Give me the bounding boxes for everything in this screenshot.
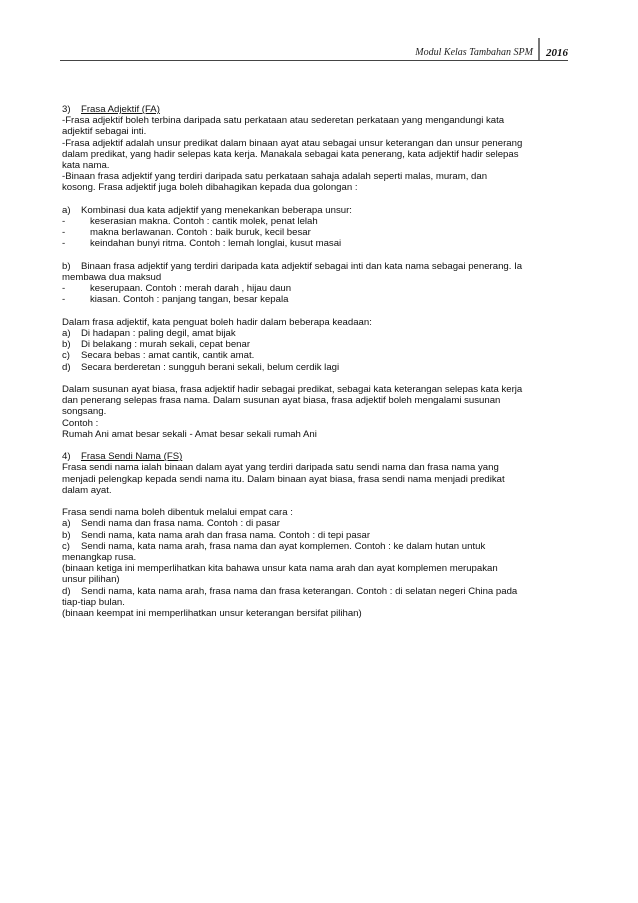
header-year: 2016 [546,47,568,59]
list-item-text: keserasian makna. Contoh : cantik molek, penat lelah [90,216,318,228]
paragraph-line: -Frasa adjektif adalah unsur predikat dalam binaan ayat atau sebagai unsur keterangan dan unsur penerang [62,137,523,149]
list-marker: a) [62,328,71,340]
list-item-text: keindahan bunyi ritma. Contoh : lemah longlai, kusut masai [90,238,342,250]
list-item-text: Sendi nama dan frasa nama. Contoh : di pasar [81,518,280,530]
list-item [62,238,572,249]
list-marker: a) [62,204,71,216]
paragraph-line: Rumah Ani amat besar sekali - Amat besar sekali rumah Ani [62,428,317,440]
list-item-text: makna berlawanan. Contoh : baik buruk, kecil besar [90,227,311,239]
spacer [62,440,572,451]
paragraph-line: songsang. [62,406,107,418]
list-item [62,350,572,361]
list-dash: - [62,283,66,295]
paragraph-line: membawa dua maksud [62,272,162,284]
list-item [62,328,572,339]
document-body [62,104,572,619]
list-heading [62,261,572,272]
spacer [62,194,572,205]
paragraph-line: Dalam frasa adjektif, kata penguat boleh hadir dalam beberapa keadaan: [62,316,372,328]
paragraph-line: unsur pilihan) [62,574,120,586]
list-heading-text: Binaan frasa adjektif yang terdiri daripada kata adjektif sebagai inti dan kata nama sebagai penerang. Ia [81,260,523,272]
spacer [62,306,572,317]
list-item-text: Di belakang : murah sekali, cepat benar [81,339,251,351]
list-item [62,283,572,294]
section-number: 4) [62,451,71,463]
list-marker: b) [62,339,71,351]
section-heading [62,451,572,462]
section-title: Frasa Sendi Nama (FS) [81,451,183,463]
page-header [415,38,568,60]
list-item [62,586,572,597]
list-item-text: Secara bebas : amat cantik, cantik amat. [81,350,255,362]
header-title: Modul Kelas Tambahan SPM [415,47,533,58]
paragraph-line: -Frasa adjektif boleh terbina daripada satu perkataan atau sederetan perkataan yang mengandungi kata [62,115,505,127]
list-item-text: Sendi nama, kata nama arah, frasa nama dan frasa keterangan. Contoh : di selatan negeri China pada [81,585,518,597]
list-item [62,362,572,373]
paragraph-line: adjektif sebagai inti. [62,126,147,138]
header-rule [60,60,568,61]
spacer [62,373,572,384]
list-item [62,339,572,350]
list-marker: c) [62,350,70,362]
spacer [62,250,572,261]
spacer [62,496,572,507]
list-marker: d) [62,361,71,373]
list-dash: - [62,294,66,306]
paragraph-line: -Binaan frasa adjektif yang terdiri daripada satu perkataan sahaja adalah seperti malas, muram, dan [62,171,488,183]
list-dash: - [62,227,66,239]
paragraph-line: dalam ayat. [62,484,112,496]
paragraph-line: kata nama. [62,160,110,172]
list-item [62,518,572,529]
paragraph-line: Dalam susunan ayat biasa, frasa adjektif hadir sebagai predikat, sebagai kata keterangan selepas kata kerja [62,384,523,396]
section-title: Frasa Adjektif (FA) [81,104,160,115]
list-marker: d) [62,585,71,597]
paragraph-line: Frasa sendi nama ialah binaan dalam ayat yang terdiri daripada satu sendi nama dan frasa nama yang [62,462,499,474]
paragraph-line: (binaan keempat ini memperlihatkan unsur keterangan bersifat pilihan) [62,608,362,620]
list-item-text: keserupaan. Contoh : merah darah , hijau daun [90,283,292,295]
list-marker: a) [62,518,71,530]
list-marker: b) [62,529,71,541]
paragraph-line: kosong. Frasa adjektif juga boleh dibahagikan kepada dua golongan : [62,182,358,194]
paragraph-line: dan penerang selepas frasa nama. Dalam susunan ayat biasa, frasa adjektif boleh mengalami susunan [62,395,501,407]
list-marker: c) [62,540,70,552]
paragraph-line: Contoh : [62,417,99,429]
list-item [62,541,572,552]
section-heading [62,104,572,115]
paragraph-line: menangkap rusa. [62,552,137,564]
paragraph-line: menjadi pelengkap kepada sendi nama itu. Dalam binaan ayat biasa, frasa sendi nama menjadi predikat [62,473,505,485]
list-marker: b) [62,260,71,272]
list-item-text: Di hadapan : paling degil, amat bijak [81,328,236,340]
paragraph-line: Frasa sendi nama boleh dibentuk melalui empat cara : [62,507,293,519]
list-item-text: kiasan. Contoh : panjang tangan, besar kepala [90,294,289,306]
paragraph-line: (binaan ketiga ini memperlihatkan kita bahawa unsur kata nama arah dan ayat komplemen merupakan [62,563,498,575]
list-item [62,216,572,227]
list-item [62,227,572,238]
paragraph-line: tiap-tiap bulan. [62,596,125,608]
list-heading-text: Kombinasi dua kata adjektif yang menekankan beberapa unsur: [81,204,352,216]
list-item-text: Secara berderetan : sungguh berani sekali, belum cerdik lagi [81,361,340,373]
list-item [62,294,572,305]
list-dash: - [62,238,66,250]
list-item [62,530,572,541]
list-heading [62,205,572,216]
section-number: 3) [62,104,71,115]
paragraph-line: dalam predikat, yang hadir selepas kata kerja. Manakala sebagai kata penerang, kata adjektif hadir selepas [62,148,519,160]
list-item-text: Sendi nama, kata nama arah dan frasa nama. Contoh : di tepi pasar [81,529,371,541]
list-dash: - [62,216,66,228]
list-item-text: Sendi nama, kata nama arah, frasa nama dan ayat komplemen. Contoh : ke dalam hutan untuk [81,540,486,552]
